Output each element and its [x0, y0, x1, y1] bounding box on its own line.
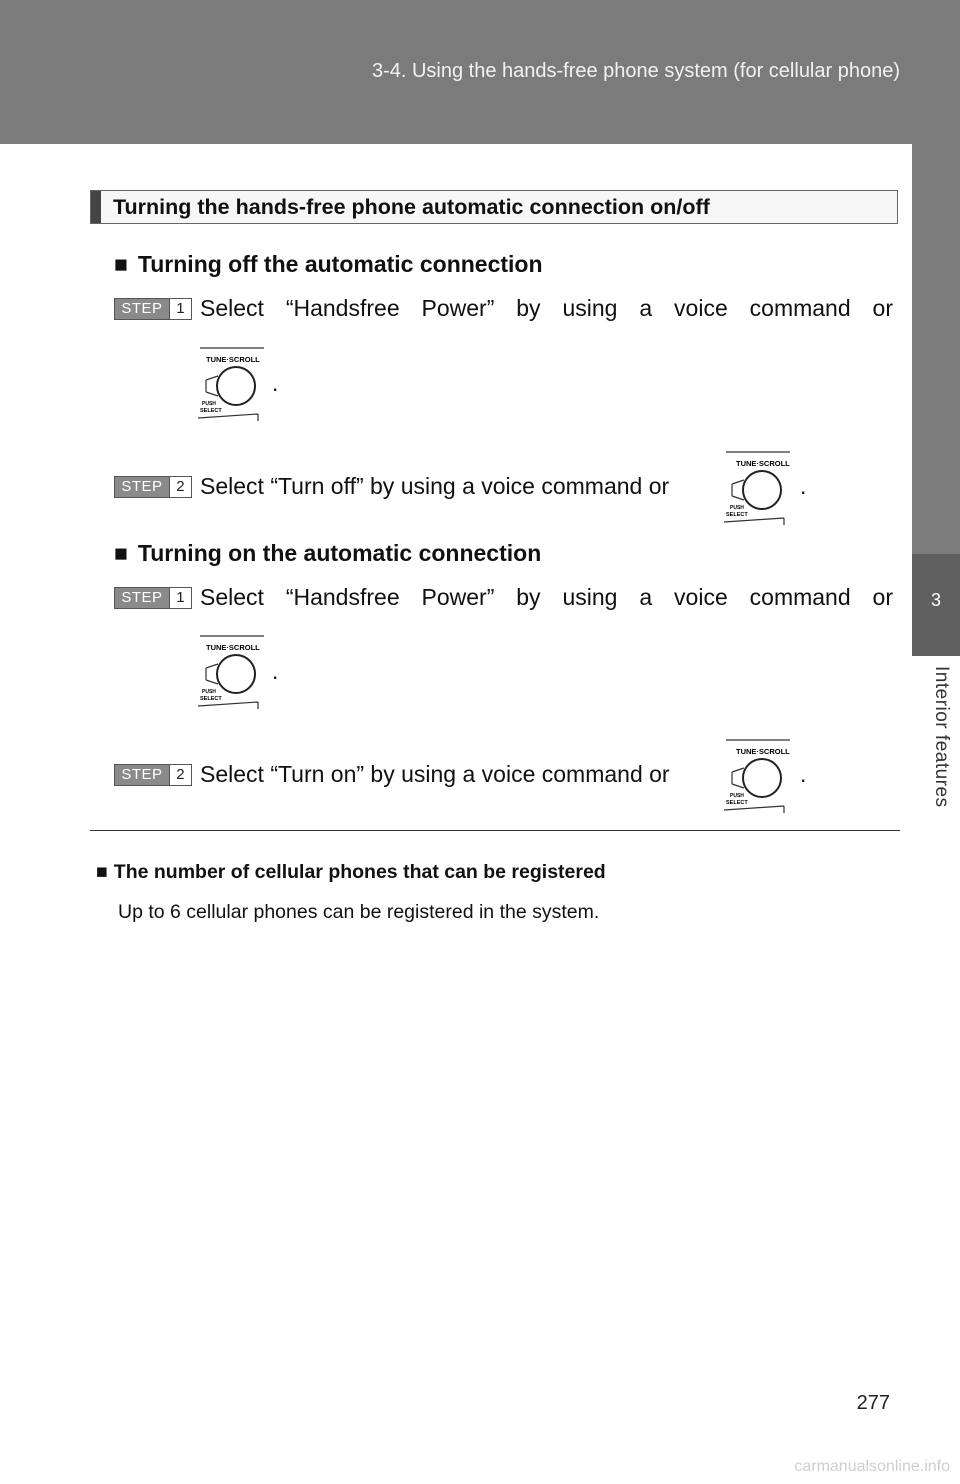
- tune-scroll-knob-icon: [722, 738, 802, 814]
- step-badge: [114, 587, 192, 609]
- tune-scroll-knob-icon: [196, 634, 279, 710]
- step-number: 2: [169, 765, 191, 785]
- page-number: 277: [856, 1392, 890, 1414]
- step-text: Select “Turn on” by using a voice command or: [200, 761, 670, 787]
- step-label: STEP: [121, 300, 163, 317]
- section-heading-box: [90, 190, 898, 224]
- watermark: carmanualsonline.info: [794, 1458, 950, 1475]
- bullet-square-icon: ■: [114, 540, 128, 566]
- note-heading: [96, 861, 606, 884]
- svg-text:PUSH: PUSH: [202, 401, 216, 407]
- side-tab-label: Interior features: [931, 666, 952, 808]
- step-period: .: [800, 473, 807, 499]
- note-text: Up to 6 cellular phones can be registered in the system.: [118, 901, 600, 923]
- step-label: STEP: [121, 478, 163, 495]
- svg-text:TUNE·SCROLL: TUNE·SCROLL: [736, 747, 790, 756]
- note-heading-text: The number of cellular phones that can be registered: [113, 861, 606, 883]
- section-divider: [90, 830, 900, 831]
- step-text: Select “Handsfree Power” by using a voice command or: [200, 584, 893, 610]
- bullet-square-icon: ■: [96, 861, 108, 883]
- tune-scroll-knob-icon: [196, 346, 279, 422]
- step-label: STEP: [121, 766, 163, 783]
- step-number: 1: [169, 299, 191, 319]
- svg-text:SELECT: SELECT: [200, 696, 222, 702]
- svg-text:SELECT: SELECT: [200, 408, 222, 414]
- svg-text:PUSH: PUSH: [730, 793, 744, 799]
- svg-text:TUNE·SCROLL: TUNE·SCROLL: [206, 643, 260, 652]
- subsection-heading-text: Turning off the automatic connection: [137, 251, 543, 277]
- page-header: [0, 0, 960, 144]
- step-badge: [114, 476, 192, 498]
- step-number: 2: [169, 477, 191, 497]
- step-number: 1: [169, 588, 191, 608]
- subsection-heading-off: [114, 251, 543, 278]
- step-label: STEP: [121, 589, 163, 606]
- step-period: .: [272, 658, 279, 684]
- bullet-square-icon: ■: [114, 251, 128, 277]
- svg-text:TUNE·SCROLL: TUNE·SCROLL: [736, 459, 790, 468]
- tune-scroll-knob-icon: [722, 450, 802, 526]
- section-title: Turning the hands-free phone automatic connection on/off: [113, 195, 710, 219]
- section-heading-bar: [91, 191, 101, 223]
- header-title: 3-4. Using the hands-free phone system (for cellular phone): [371, 60, 900, 82]
- svg-text:TUNE·SCROLL: TUNE·SCROLL: [206, 355, 260, 364]
- step-text: Select “Turn off” by using a voice command or: [200, 473, 670, 499]
- side-tab: [912, 144, 960, 554]
- svg-text:SELECT: SELECT: [726, 800, 748, 806]
- subsection-heading-on: [114, 540, 541, 567]
- step-badge: [114, 764, 192, 786]
- step-badge: [114, 298, 192, 320]
- subsection-heading-text: Turning on the automatic connection: [137, 540, 542, 566]
- svg-text:PUSH: PUSH: [730, 505, 744, 511]
- svg-text:PUSH: PUSH: [202, 689, 216, 695]
- step-text: Select “Handsfree Power” by using a voice command or: [200, 295, 893, 321]
- step-period: .: [272, 370, 279, 396]
- side-tab-number: 3: [930, 590, 941, 610]
- step-period: .: [800, 761, 807, 787]
- svg-text:SELECT: SELECT: [726, 512, 748, 518]
